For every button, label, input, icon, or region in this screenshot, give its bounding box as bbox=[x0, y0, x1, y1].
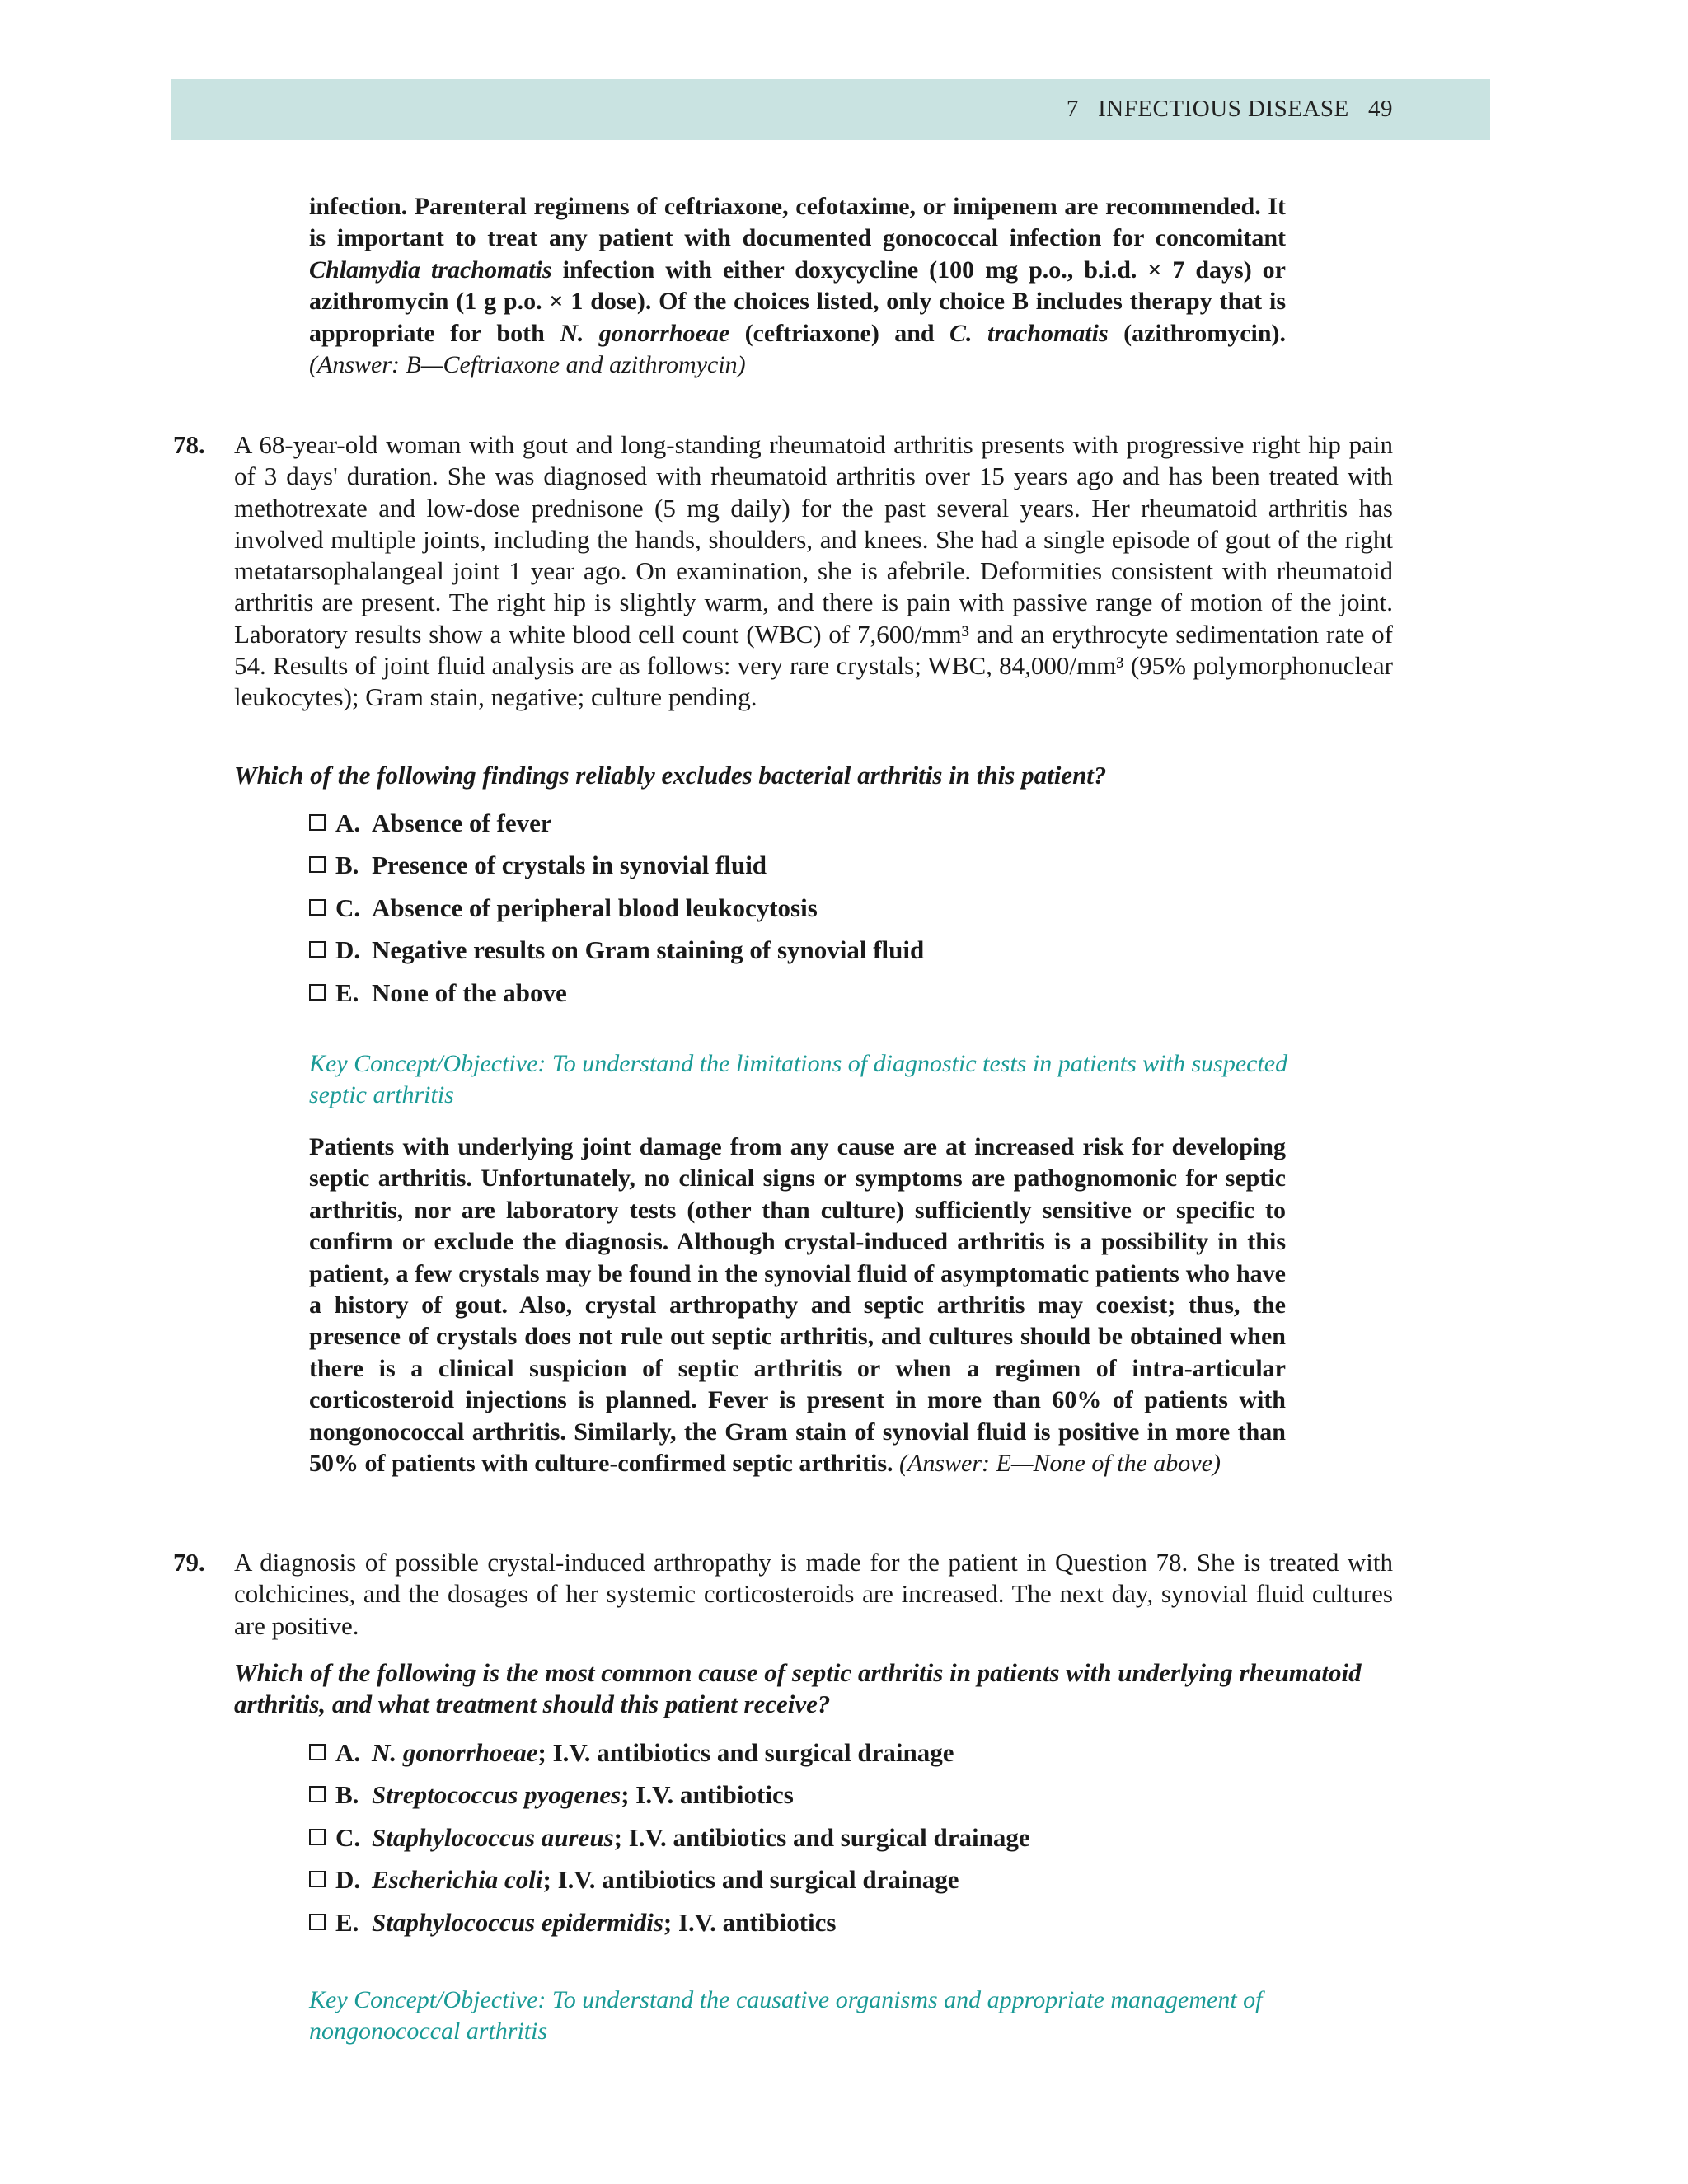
choice-d[interactable] bbox=[309, 1864, 1381, 1906]
checkbox-icon[interactable] bbox=[309, 1871, 326, 1887]
checkbox-icon[interactable] bbox=[309, 1829, 326, 1845]
question-number: 78. bbox=[173, 430, 205, 459]
choice-d[interactable] bbox=[309, 935, 1381, 977]
checkbox-icon[interactable] bbox=[309, 1744, 326, 1760]
choice-letter: A. bbox=[335, 808, 361, 837]
choice-organism: Staphylococcus aureus bbox=[372, 1822, 614, 1852]
checkbox-icon[interactable] bbox=[309, 856, 326, 873]
checkbox-icon[interactable] bbox=[309, 1914, 326, 1930]
checkbox-icon[interactable] bbox=[309, 899, 326, 916]
choice-letter: D. bbox=[335, 1865, 361, 1895]
question-79 bbox=[173, 1547, 1393, 1642]
choice-a[interactable] bbox=[309, 808, 1381, 850]
choice-e[interactable] bbox=[309, 977, 1381, 1019]
question-79-prompt: Which of the following is the most common cause of septic arthritis in patients with underlying rheumatoid arthritis, and what treatment should this patient receive? bbox=[234, 1658, 1362, 1719]
choice-text: Negative results on Gram staining of synovial fluid bbox=[372, 935, 925, 965]
choice-organism: Escherichia coli bbox=[372, 1865, 543, 1895]
choice-text: Absence of fever bbox=[372, 808, 552, 837]
explanation-text: infection. Parenteral regimens of ceftriaxone, cefotaxime, or imipenem are recommended. It is important to treat any patient with documented gonococcal infection for concomitant bbox=[309, 193, 1286, 252]
question-78-prompt: Which of the following findings reliably excludes bacterial arthritis in this patient? bbox=[234, 761, 1107, 790]
choice-letter: E. bbox=[335, 1907, 359, 1937]
choice-letter: B. bbox=[335, 851, 359, 880]
choice-b[interactable] bbox=[309, 1779, 1381, 1821]
choice-organism: N. gonorrhoeae bbox=[372, 1738, 538, 1767]
explanation-text: Patients with underlying joint damage from any cause are at increased risk for developing septic arthritis. Unfortunately, no clinical signs or symptoms are pathognomonic for septic arthritis, nor are laboratory tests (other than culture) sufficiently sensitive or specific to confirm or exclude the diagnosis. Although crystal-induced arthritis is a possibility in this patient, a few crystals may be found in the synovial fluid of asymptomatic patients who have a history of gout. Also, crystal arthropathy and septic arthritis may coexist; thus, the presence of crystals does not rule out septic arthritis, and cultures should be obtained when there is a clinical suspicion of septic arthritis or when a regimen of intra-articular corticosteroid injections is planned. Fever is present in more than 60% of patients with nongonococcal arthritis. Similarly, the Gram stain of synovial fluid is positive in more than 50% of patients with culture-confirmed septic arthritis. bbox=[309, 1133, 1286, 1478]
explanation-text: (azithromycin). bbox=[1108, 319, 1287, 347]
checkbox-icon[interactable] bbox=[309, 814, 326, 831]
explanation-text: infection with either doxycycline (100 mg p.o., b.i.d. × 7 days) or azithromycin (1 g p.o. × 1 dose). Of the choices listed, only choice B includes therapy that is appropriate for both bbox=[309, 255, 1286, 347]
explanation-text: (ceftriaxone) and bbox=[729, 319, 950, 347]
choice-e[interactable] bbox=[309, 1907, 1381, 1949]
running-header bbox=[171, 79, 1490, 140]
question-number: 79. bbox=[173, 1548, 205, 1577]
page-header-text: 7 INFECTIOUS DISEASE 49 bbox=[1066, 96, 1393, 122]
choice-b[interactable] bbox=[309, 850, 1381, 892]
organism-italic: Chlamydia trachomatis bbox=[309, 255, 552, 284]
checkbox-icon[interactable] bbox=[309, 984, 326, 1001]
choice-letter: A. bbox=[335, 1738, 361, 1767]
answer-label: (Answer: E—None of the above) bbox=[899, 1450, 1221, 1478]
answer-78-explanation bbox=[309, 1132, 1286, 1479]
choice-treatment: ; I.V. antibiotics bbox=[663, 1907, 837, 1937]
question-78-choices bbox=[309, 808, 1381, 1019]
choice-text: Absence of peripheral blood leukocytosis bbox=[372, 893, 818, 922]
question-79-choices bbox=[309, 1737, 1381, 1949]
choice-letter: B. bbox=[335, 1780, 359, 1810]
key-concept-79: Key Concept/Objective: To understand the causative organisms and appropriate management of nongonococcal arthritis bbox=[309, 1986, 1263, 2046]
choice-letter: E. bbox=[335, 977, 359, 1007]
choice-treatment: ; I.V. antibiotics and surgical drainage bbox=[542, 1865, 959, 1895]
choice-a[interactable] bbox=[309, 1737, 1381, 1779]
question-stem: A diagnosis of possible crystal-induced arthropathy is made for the patient in Question 78. She is treated with colchicines, and the dosages of her systemic corticosteroids are increased. The next day, synovial fluid cultures are positive. bbox=[234, 1548, 1393, 1640]
choice-c[interactable] bbox=[309, 1822, 1381, 1864]
choice-organism: Staphylococcus epidermidis bbox=[372, 1907, 663, 1937]
choice-text: None of the above bbox=[372, 977, 567, 1007]
question-stem: A 68-year-old woman with gout and long-standing rheumatoid arthritis presents with progressive right hip pain of 3 days' duration. She was diagnosed with rheumatoid arthritis over 15 years ago and has been treated with methotrexate and low-dose prednisone (5 mg daily) for the past several years. Her rheumatoid arthritis has involved multiple joints, including the hands, shoulders, and knees. She had a single episode of gout of the right metatarsophalangeal joint 1 year ago. On examination, she is afebrile. Deformities consistent with rheumatoid arthritis are present. The right hip is slightly warm, and there is pain with passive range of motion of the joint. Laboratory results show a white blood cell count (WBC) of 7,600/mm³ and an erythrocyte sedimentation rate of 54. Results of joint fluid analysis are as follows: very rare crystals; WBC, 84,000/mm³ (95% polymorphonuclear leukocytes); Gram stain, negative; culture pending. bbox=[234, 430, 1393, 712]
choice-letter: C. bbox=[335, 893, 361, 922]
answer-77-explanation bbox=[309, 191, 1286, 381]
checkbox-icon[interactable] bbox=[309, 1786, 326, 1802]
key-concept-78: Key Concept/Objective: To understand the limitations of diagnostic tests in patients with suspected septic arthritis bbox=[309, 1050, 1288, 1109]
checkbox-icon[interactable] bbox=[309, 941, 326, 958]
choice-letter: C. bbox=[335, 1822, 361, 1852]
choice-text: Presence of crystals in synovial fluid bbox=[372, 851, 767, 880]
choice-treatment: ; I.V. antibiotics bbox=[621, 1780, 794, 1810]
choice-treatment: ; I.V. antibiotics and surgical drainage bbox=[537, 1738, 954, 1767]
organism-italic: N. gonorrhoeae bbox=[560, 319, 730, 347]
choice-letter: D. bbox=[335, 935, 361, 965]
question-78 bbox=[173, 429, 1393, 714]
answer-label: (Answer: B—Ceftriaxone and azithromycin) bbox=[309, 351, 746, 379]
choice-c[interactable] bbox=[309, 893, 1381, 935]
choice-treatment: ; I.V. antibiotics and surgical drainage bbox=[613, 1822, 1030, 1852]
choice-organism: Streptococcus pyogenes bbox=[372, 1780, 621, 1810]
organism-italic: C. trachomatis bbox=[950, 319, 1109, 347]
